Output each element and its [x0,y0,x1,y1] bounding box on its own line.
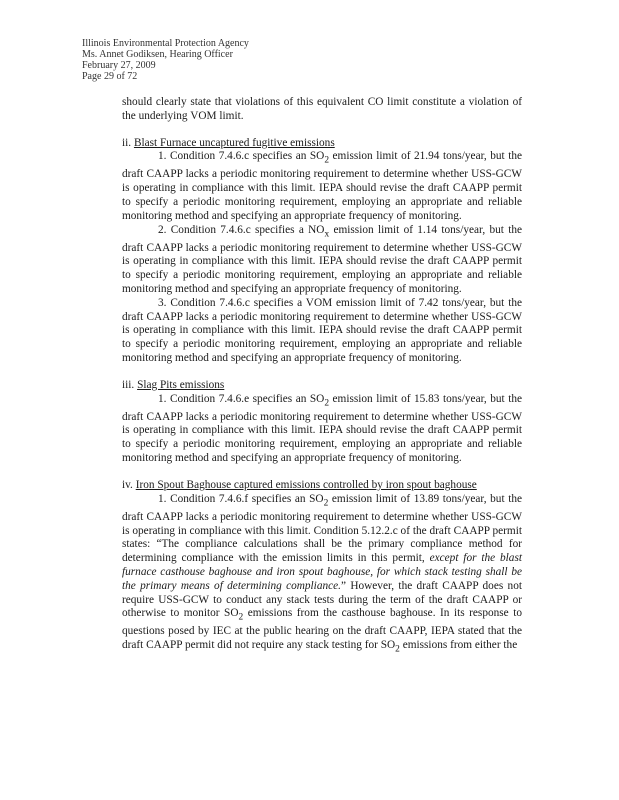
section-iv-text-3: ” However, the draft CAAPP does not require USS-GCW to conduct any stack tests during the term of the draft CAAPP or otherwise to monitor SO [122,579,522,620]
section-ii-heading [122,137,522,151]
section-iv-subscript-3: 2 [395,644,400,655]
section-ii-item-1-subscript: 2 [324,155,330,166]
header-date: February 27, 2009 [82,60,156,71]
section-iii-heading [122,379,522,393]
section-iii-item-1-subscript: 2 [324,397,330,408]
section-ii-item-3-text: 3. Condition 7.4.6.c specifies a VOM emission limit of 7.42 tons/year, but the draft CAAPP lacks a periodic monitoring requirement to determine whether USS-GCW is operating in compliance with this limit. IEPA should revise the draft CAAPP permit to specify a periodic monitoring requirement, employing an appropriate and reliable monitoring method and specifying an appropriate frequency of monitoring. [122,296,522,365]
section-iii-item-1-text: 1. Condition 7.4.6.e specifies an SO [158,392,325,405]
section-ii-item-2-text: 2. Condition 7.4.6.c specifies a NO [158,223,325,236]
section-iii-title: Slag Pits emissions [137,378,225,391]
section-iv-heading [122,479,522,493]
section-ii-item-2-text-cont: emission limit of 1.14 tons/year, but the draft CAAPP lacks a periodic monitoring requirement to determine whether USS-GCW is operating in compliance with this limit. IEPA should revise the draft CAAPP permit to specify a periodic monitoring requirement, employing an appropriate and reliable monitoring method and specifying an appropriate frequency of monitoring. [122,223,522,296]
section-iv-number: iv. [122,478,133,491]
header-officer: Ms. Annet Godiksen, Hearing Officer [82,49,233,60]
section-ii-item-3 [122,297,522,366]
section-iv-item-1 [122,493,522,658]
section-iv-text-2: emission limit of 13.89 tons/year, but the draft CAAPP lacks a periodic monitoring requirement to determine whether USS-GCW is operating in compliance with this limit. Condition 5.12.2.c of the draft CAAPP permit states: “The compliance calculations shall be the primary compliance method for determining compliance with the emission limits in this permit, [122,492,523,565]
section-ii-item-2-subscript: x [324,228,330,239]
section-iv-title: Iron Spout Baghouse captured emissions controlled by iron spout baghouse [135,478,477,491]
section-iv-subscript-2: 2 [238,612,244,623]
section-ii-title: Blast Furnace uncaptured fugitive emissions [133,136,335,149]
section-ii-item-2 [122,224,522,297]
header-page-number: Page 29 of 72 [82,71,138,82]
section-iv-quote-italic: except for the blast furnace casthouse baghouse and iron spout baghouse, for which stack testing shall be the primary means of determining compliance. [122,552,522,592]
header-agency: Illinois Environmental Protection Agency [82,38,249,49]
section-iii-number: iii. [122,378,135,391]
section-iv-text-5: emissions from either the [399,639,518,652]
intro-paragraph: should clearly state that violations of this equivalent CO limit constitute a violation of the underlying VOM limit. [122,96,522,122]
section-ii-item-1 [122,150,522,223]
section-ii-number: ii. [122,136,132,149]
section-iii-item-1 [122,393,522,466]
section-iv-text-4: emissions from the casthouse baghouse. In its response to questions posed by IEC at the public hearing on the draft CAAPP, IEPA stated that the draft CAAPP permit did not require any stack testing for SO [122,607,522,652]
section-ii-item-1-text: 1. Condition 7.4.6.c specifies an SO [158,150,325,163]
section-iv-subscript-1: 2 [323,497,329,508]
section-ii-item-1-text-cont: emission limit of 21.94 tons/year, but the draft CAAPP lacks a periodic monitoring requirement to determine whether USS-GCW is operating in compliance with this limit. IEPA should revise the draft CAAPP permit to specify a periodic monitoring requirement, employing an appropriate and reliable monitoring method and specifying an appropriate frequency of monitoring. [122,150,522,222]
document-body [122,96,522,657]
section-iv-text-1: 1. Condition 7.4.6.f specifies an SO [158,492,324,505]
section-iii-item-1-text-cont: emission limit of 15.83 tons/year, but the draft CAAPP lacks a periodic monitoring requirement to determine whether USS-GCW is operating in compliance with this limit. IEPA should revise the draft CAAPP permit to specify a periodic monitoring requirement, employing an appropriate and reliable monitoring method and specifying an appropriate frequency of monitoring. [122,392,522,465]
